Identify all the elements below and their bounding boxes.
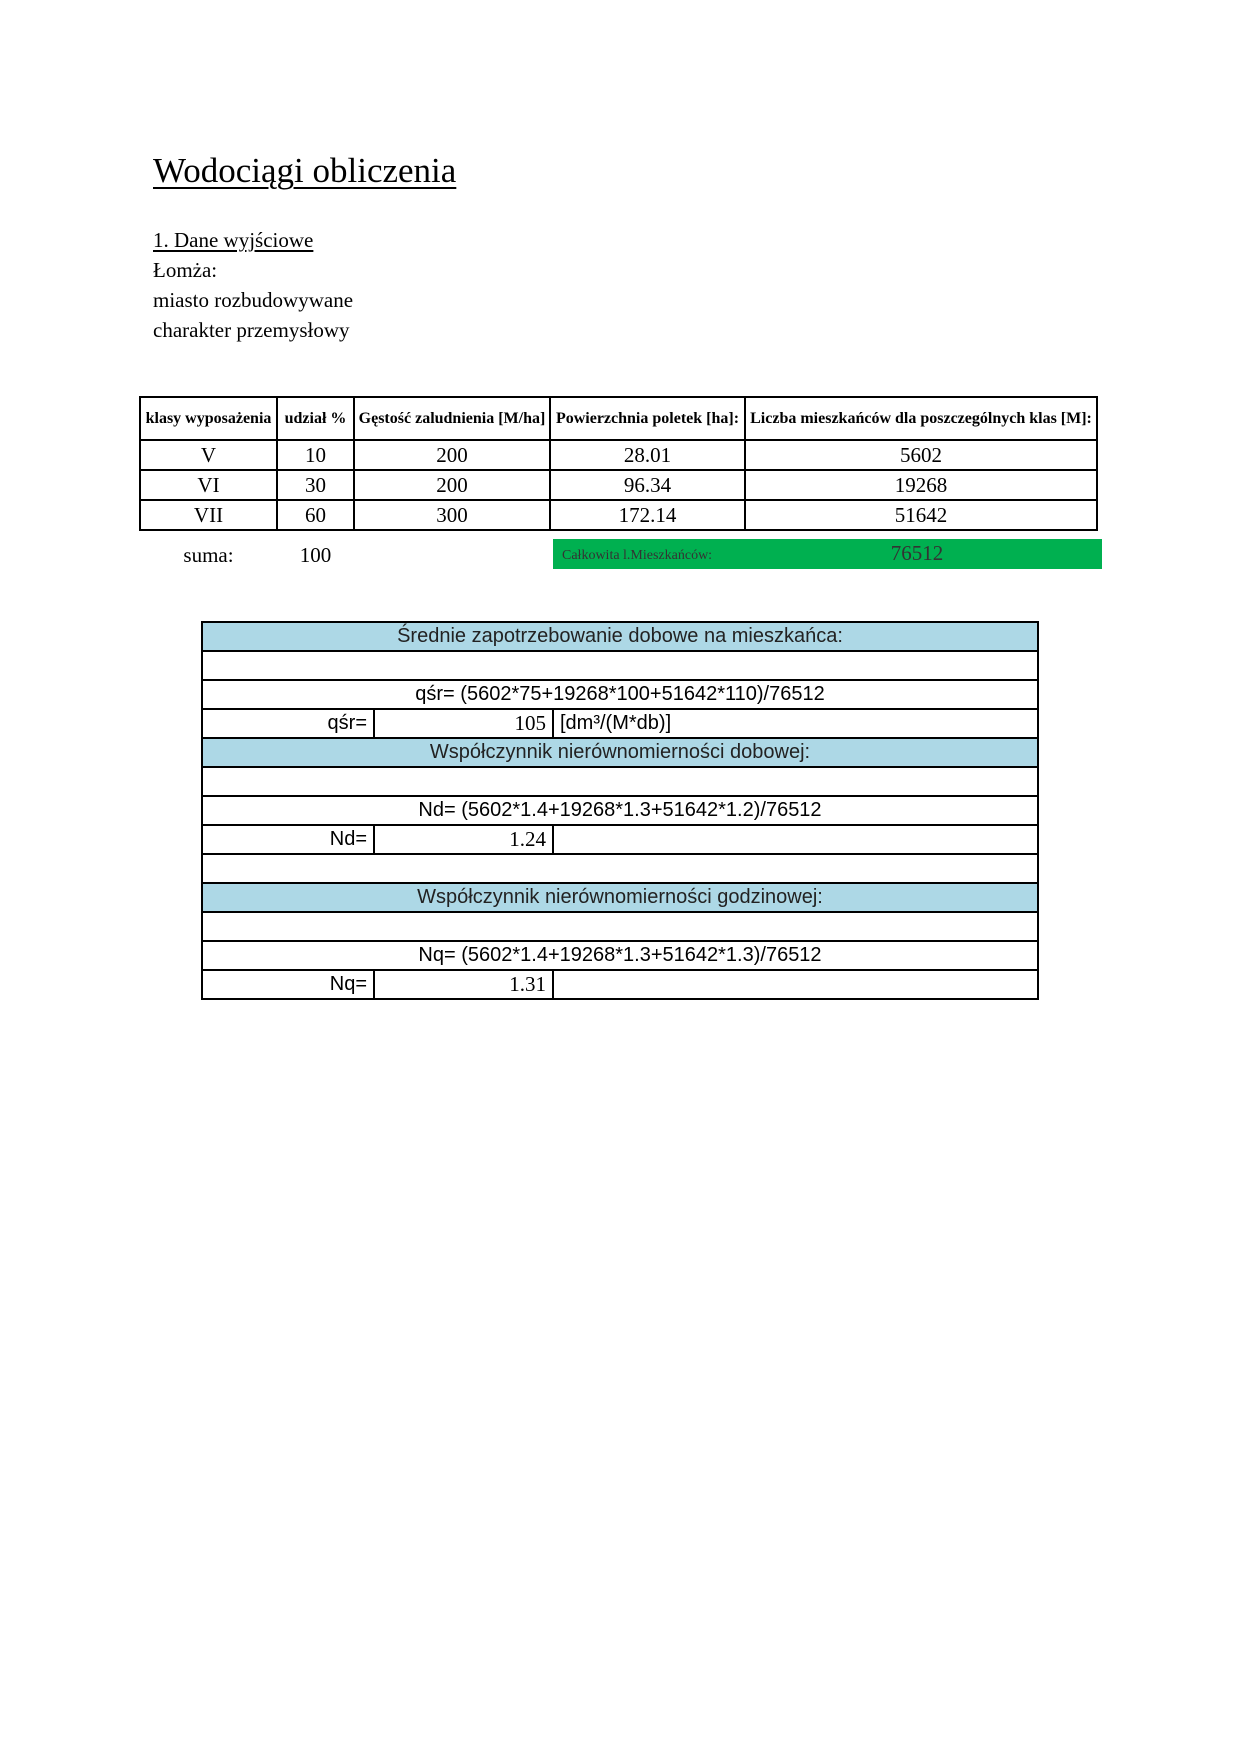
table-row [140, 440, 1097, 470]
result-row [202, 709, 1038, 738]
city-type: miasto rozbudowywane [153, 288, 354, 312]
city-character: charakter przemysłowy [153, 318, 350, 342]
nd-value: 1.24 [374, 825, 553, 854]
nd-formula: Nd= (5602*1.4+19268*1.3+51642*1.2)/76512 [202, 796, 1038, 825]
cell-class: VI [140, 470, 277, 500]
total-population-box [553, 539, 1102, 569]
empty-row [202, 854, 1038, 883]
table-header-row [140, 397, 1097, 440]
nd-section-title: Współczynnik nierównomierności dobowej: [202, 738, 1038, 767]
empty-cell [553, 970, 1038, 999]
cell-share: 30 [277, 470, 354, 500]
population-table [139, 396, 1098, 531]
result-row [202, 970, 1038, 999]
cell-class: V [140, 440, 277, 470]
empty-cell [202, 912, 1038, 941]
formula-row [202, 680, 1038, 709]
table-row [140, 470, 1097, 500]
nq-section-title: Współczynnik nierównomierności godzinowej: [202, 883, 1038, 912]
calculation-table [201, 621, 1039, 1000]
city-name: Łomża: [153, 258, 218, 282]
cell-area: 96.34 [550, 470, 745, 500]
empty-cell [202, 767, 1038, 796]
result-row [202, 825, 1038, 854]
cell-area: 172.14 [550, 500, 745, 530]
header-class: klasy wyposażenia [140, 397, 277, 440]
cell-density: 200 [354, 470, 550, 500]
header-population: Liczba mieszkańców dla poszczególnych klas [M]: [745, 397, 1097, 440]
page-title: Wodociągi obliczenia [153, 151, 457, 190]
nq-label: Nq= [202, 970, 374, 999]
sum-label: suma: [183, 543, 234, 567]
cell-share: 10 [277, 440, 354, 470]
q-label: qśr= [202, 709, 374, 738]
nq-formula: Nq= (5602*1.4+19268*1.3+51642*1.3)/76512 [202, 941, 1038, 970]
empty-cell [202, 651, 1038, 680]
nq-value: 1.31 [374, 970, 553, 999]
cell-density: 200 [354, 440, 550, 470]
cell-class: VII [140, 500, 277, 530]
section-heading: 1. Dane wyjściowe [153, 228, 314, 252]
empty-row [202, 912, 1038, 941]
section-header-row [202, 738, 1038, 767]
empty-row [202, 767, 1038, 796]
table-row [140, 500, 1097, 530]
header-area: Powierzchnia poletek [ha]: [550, 397, 745, 440]
q-value: 105 [374, 709, 553, 738]
formula-row [202, 941, 1038, 970]
q-unit: [dm³/(M*db)] [553, 709, 1038, 738]
header-share: udział % [277, 397, 354, 440]
section-header-row [202, 883, 1038, 912]
empty-cell [553, 825, 1038, 854]
q-section-title: Średnie zapotrzebowanie dobowe na mieszkańca: [202, 622, 1038, 651]
nd-label: Nd= [202, 825, 374, 854]
empty-row [202, 651, 1038, 680]
cell-population: 5602 [745, 440, 1097, 470]
header-density: Gęstość zaludnienia [M/ha] [354, 397, 550, 440]
cell-population: 51642 [745, 500, 1097, 530]
formula-row [202, 796, 1038, 825]
cell-density: 300 [354, 500, 550, 530]
sum-value: 100 [299, 543, 332, 567]
section-header-row [202, 622, 1038, 651]
total-population-value: 76512 [890, 541, 944, 565]
q-formula: qśr= (5602*75+19268*100+51642*110)/76512 [202, 680, 1038, 709]
cell-share: 60 [277, 500, 354, 530]
total-population-label: Całkowita l.Mieszkańców: [562, 548, 713, 563]
cell-population: 19268 [745, 470, 1097, 500]
cell-area: 28.01 [550, 440, 745, 470]
empty-cell [202, 854, 1038, 883]
